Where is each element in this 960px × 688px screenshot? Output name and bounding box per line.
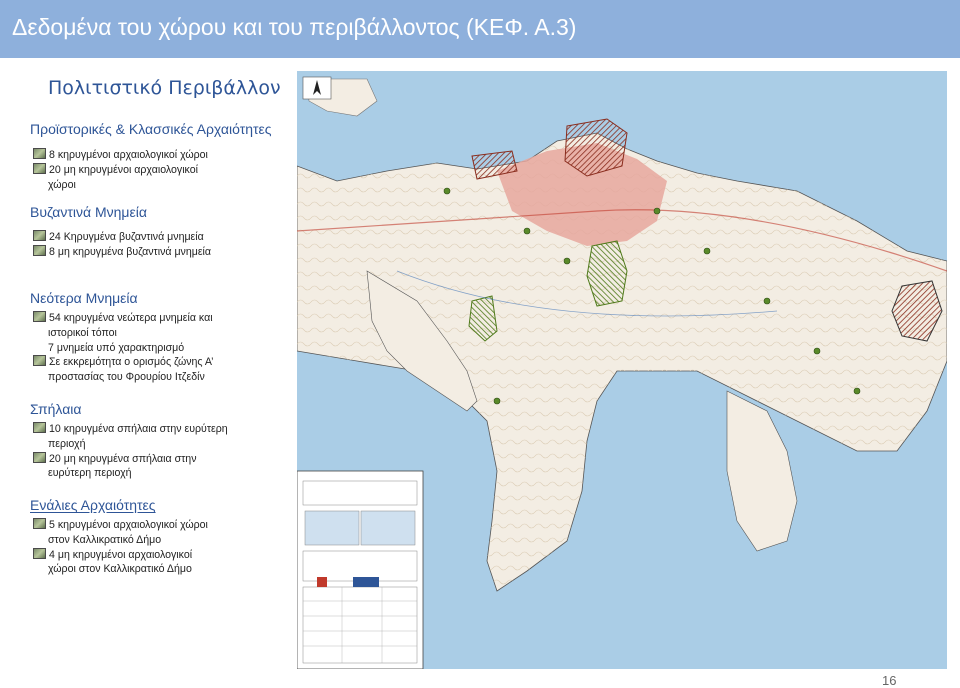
bullet-icon: [33, 452, 46, 463]
list-item: 8 κηρυγμένοι αρχαιολογικοί χώροι: [33, 148, 283, 163]
byzantine-list: [33, 230, 283, 260]
page-number: 16: [882, 673, 897, 688]
list-item-continued: περιοχή: [48, 437, 86, 450]
bullet-icon: [33, 163, 46, 174]
cross-logo-icon: [317, 577, 327, 587]
bullet-icon: [33, 518, 46, 529]
list-item-continued: ιστορικοί τόποι: [48, 326, 117, 339]
list-item: 5 κηρυγμένοι αρχαιολογικοί χώροι: [33, 518, 283, 533]
list-item: 10 κηρυγμένα σπήλαια στην ευρύτερη: [33, 422, 283, 437]
section-title-caves: Σπήλαια: [30, 401, 82, 417]
header-bar: [0, 0, 960, 58]
caves-list: [33, 422, 283, 481]
bullet-icon: [33, 148, 46, 159]
bullet-icon: [33, 230, 46, 241]
inset-map-crete: [361, 511, 415, 545]
list-item-continued: ευρύτερη περιοχή: [48, 467, 132, 480]
list-item: 20 μη κηρυγμένοι αρχαιολογικοί: [33, 163, 283, 178]
section-title-byzantine: Βυζαντινά Μνημεία: [30, 204, 147, 220]
page-subheading: Πολιτιστικό Περιβάλλον: [48, 77, 281, 99]
list-item-continued: χώροι στον Καλλικρατικό Δήμο: [48, 563, 192, 576]
bullet-icon: [33, 245, 46, 256]
inset-map-greece: [305, 511, 359, 545]
list-item-continued: χώροι: [48, 178, 76, 191]
archaeology-list: [33, 148, 283, 192]
list-item-continued: στον Καλλικρατικό Δήμο: [48, 533, 162, 546]
underwater-list: [33, 518, 283, 577]
list-item: 24 Κηρυγμένα βυζαντινά μνημεία: [33, 230, 283, 245]
header-title: Δεδομένα του χώρου και του περιβάλλοντος (ΚΕΦ. Α.3): [12, 14, 577, 40]
list-item: 8 μη κηρυγμένα βυζαντινά μνημεία: [33, 245, 283, 260]
poikos-logo: [353, 577, 379, 587]
bullet-icon: [33, 548, 46, 559]
list-item: Σε εκκρεμότητα ο ορισμός ζώνης Α’: [33, 355, 283, 370]
list-item-continued: 7 μνημεία υπό χαρακτηρισμό: [48, 341, 185, 354]
title-block: [297, 471, 423, 669]
modern-list: [33, 311, 283, 385]
list-item-continued: προστασίας του Φρουρίου Ιτζεδίν: [48, 371, 205, 384]
historic-town-zone: [565, 119, 627, 176]
list-item: 4 μη κηρυγμένοι αρχαιολογικοί: [33, 548, 283, 563]
section-title-modern: Νεότερα Μνημεία: [30, 290, 138, 306]
section-title-underwater: Ενάλιες Αρχαιότητες: [30, 497, 156, 513]
bullet-icon: [33, 355, 46, 366]
list-item: 54 κηρυγμένα νεώτερα μνημεία και: [33, 311, 283, 326]
bullet-icon: [33, 422, 46, 433]
list-item: 20 μη κηρυγμένα σπήλαια στην: [33, 452, 283, 467]
cultural-environment-map: [297, 71, 947, 669]
section-title-archaeology: Προϊστορικές & Κλασσικές Αρχαιότητες: [30, 121, 272, 137]
bullet-icon: [33, 311, 46, 322]
